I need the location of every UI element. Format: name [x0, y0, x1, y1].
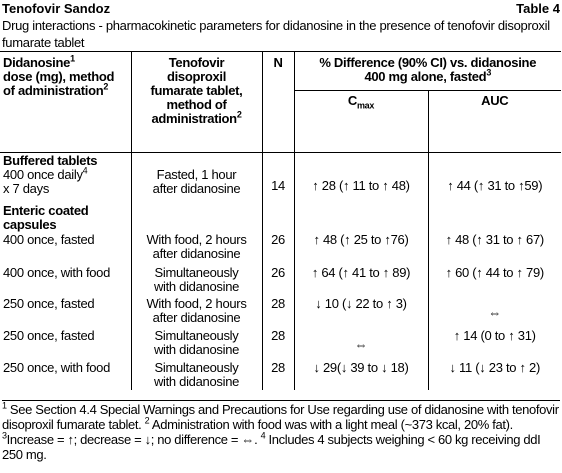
table-caption: Drug interactions - pharmacokinetic parameters for didanosine in the presence of tenofovir disoproxil fumarate tablet — [2, 18, 550, 50]
cmax-cell: ↑ 48 (↑ 25 to ↑76) — [294, 233, 428, 266]
footnotes: $^1$ See Section 4.4 Special Warnings and Precautions for Use regarding use of didanosine with tenofovir disoproxil fumarate tablet. $^2$ Administration with food was with a light meal (~373 kcal, 20% fat). $^3$Increase = ↑; decrease = ↓; no difference = ⇔. $^4$ Includes 4 subjects weighing < 60 kg receiving ddI 250 mg. — [2, 400, 559, 462]
n-cell: 28 — [262, 329, 294, 361]
auc-cell: ↑ 14 (0 to ↑ 31) — [428, 329, 561, 361]
method-cell: Fasted, 1 hour after didanosine — [131, 168, 262, 204]
col-header-pct-diff: % Difference (90% CI) vs. didanosine 400 mg alone, fasted$^3$ — [294, 52, 561, 91]
dose-cell: 250 once, fasted — [3, 328, 95, 343]
group-label-enteric: Enteric coated capsules — [3, 203, 89, 232]
dose-cell: 400 once, with food — [3, 265, 111, 280]
auc-cell: ⇔ — [428, 297, 561, 329]
n-cell: 14 — [262, 168, 294, 204]
table-row — [0, 329, 561, 361]
col-header-cmax: $C_{max}$ — [294, 91, 428, 153]
interaction-table — [0, 51, 561, 390]
auc-cell: ↓ 11 (↓ 23 to ↑ 2) — [428, 361, 561, 390]
cmax-cell: ↓ 29(↓ 39 to ↓ 18) — [294, 361, 428, 390]
cmax-cell: ↑ 28 (↑ 11 to ↑ 48) — [294, 168, 428, 204]
dose-cell: 250 once, fasted — [3, 296, 95, 311]
n-cell: 26 — [262, 233, 294, 266]
col-header-auc: AUC — [428, 91, 561, 153]
dose-cell: 400 once, fasted — [3, 232, 95, 247]
cmax-cell: ⇔ — [294, 329, 428, 361]
cmax-cell: ↑ 64 (↑ 41 to ↑ 89) — [294, 266, 428, 297]
auc-cell: ↑ 60 (↑ 44 to ↑ 79) — [428, 266, 561, 297]
method-cell: Simultaneously with didanosine — [131, 329, 262, 361]
col-header-method: Tenofovir disoproxil fumarate tablet, method of administration$^2$ — [131, 52, 262, 153]
n-cell: 26 — [262, 266, 294, 297]
col-header-dose: Didanosine$^1$ dose (mg), method of administration$^2$ — [0, 52, 131, 153]
table-row — [0, 297, 561, 329]
auc-cell: ↑ 48 (↑ 31 to ↑ 67) — [428, 233, 561, 266]
method-cell: Simultaneously with didanosine — [131, 266, 262, 297]
n-cell: 28 — [262, 361, 294, 390]
brand-title: Tenofovir Sandoz — [2, 1, 111, 16]
table-header — [2, 0, 560, 51]
table-row — [0, 266, 561, 297]
n-cell: 28 — [262, 297, 294, 329]
table-row — [0, 168, 561, 204]
method-cell: With food, 2 hours after didanosine — [131, 297, 262, 329]
table-number: Table 4 — [516, 1, 560, 16]
table-row — [0, 233, 561, 266]
group-label-buffered: Buffered tablets — [3, 153, 98, 168]
method-cell: With food, 2 hours after didanosine — [131, 233, 262, 266]
dose-cell: 400 once daily$^4$ x 7 days — [3, 165, 88, 196]
group-row — [0, 204, 561, 233]
cmax-cell: ↓ 10 (↓ 22 to ↑ 3) — [294, 297, 428, 329]
method-cell: Simultaneously with didanosine — [131, 361, 262, 390]
col-header-n: N — [262, 52, 294, 153]
table-row — [0, 361, 561, 390]
dose-cell: 250 once, with food — [3, 360, 111, 375]
auc-cell: ↑ 44 (↑ 31 to ↑59) — [428, 168, 561, 204]
